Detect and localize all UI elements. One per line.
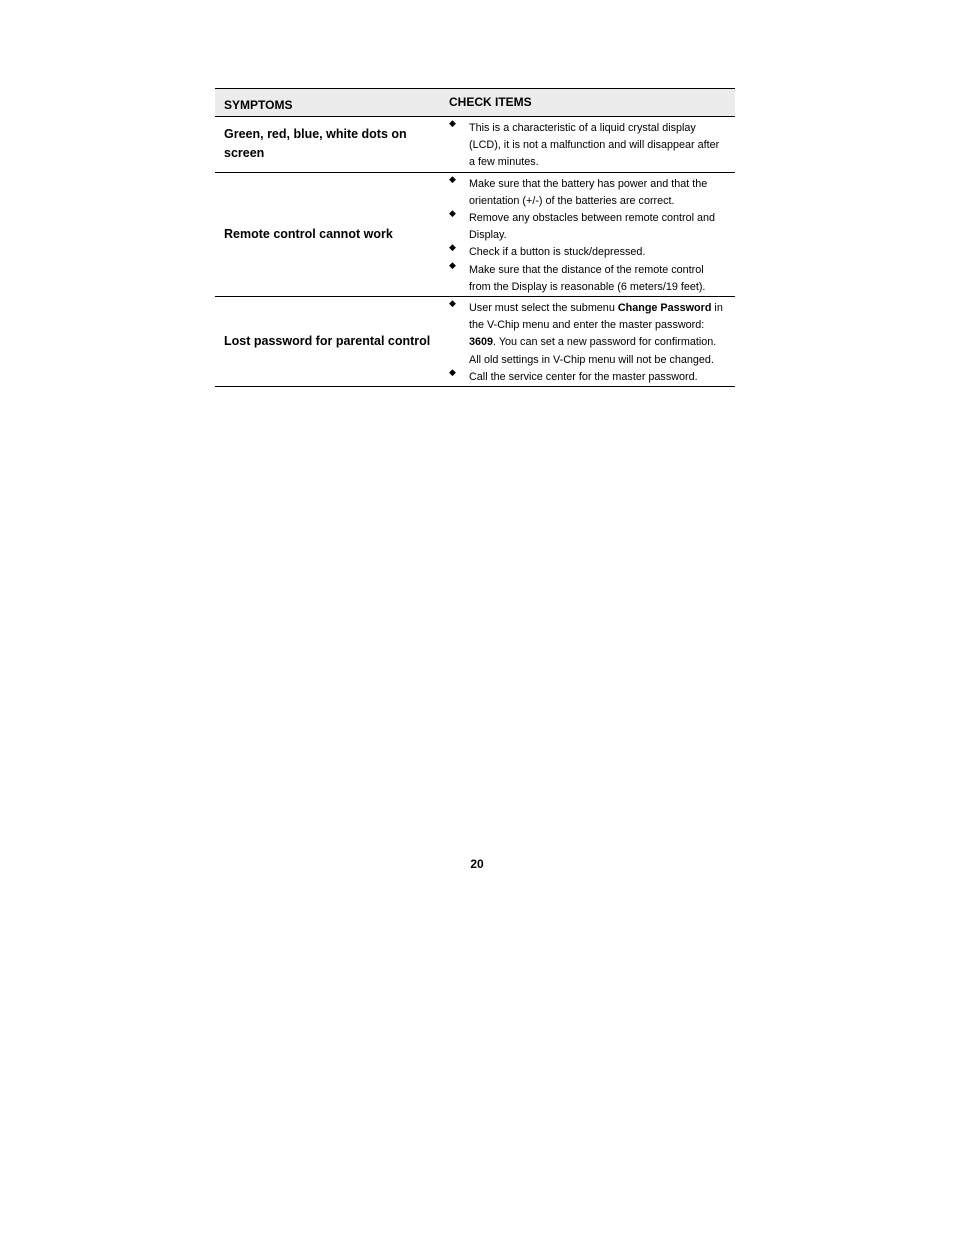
- diamond-bullet-icon: ◆: [449, 366, 456, 377]
- item-text-pre: User must select the submenu: [469, 302, 618, 315]
- item-text-post: . You can set a new password for confirmation. All old settings in V-Chip menu will not be changed.: [469, 336, 717, 366]
- list-item: [449, 173, 727, 210]
- check-items-list: [449, 173, 727, 296]
- check-items-list: [449, 120, 727, 172]
- header-symptoms: SYMPTOMS: [215, 89, 439, 117]
- master-password: 3609: [469, 336, 494, 349]
- diamond-bullet-icon: ◆: [449, 242, 456, 253]
- check-items-list: [449, 300, 727, 386]
- list-item: [449, 300, 727, 369]
- list-item: [449, 259, 727, 296]
- symptom-cell: Green, red, blue, white dots on screen: [215, 117, 439, 173]
- table-row: [215, 117, 735, 173]
- item-text: This is a characteristic of a liquid crystal display (LCD), it is not a malfunction and will disappear after a few minutes.: [469, 122, 720, 169]
- diamond-bullet-icon: ◆: [449, 173, 456, 184]
- header-check-items: CHECK ITEMS: [439, 89, 735, 117]
- list-item: [449, 244, 727, 261]
- symptom-cell: Lost password for parental control: [215, 297, 439, 387]
- item-text: Remove any obstacles between remote control and Display.: [469, 212, 716, 242]
- check-items-cell: [439, 172, 735, 296]
- list-item: [449, 120, 727, 172]
- diamond-bullet-icon: ◆: [449, 208, 456, 219]
- symptom-cell: Remote control cannot work: [215, 172, 439, 296]
- check-items-cell: [439, 117, 735, 173]
- troubleshooting-table: [215, 88, 735, 387]
- table-header-row: [215, 89, 735, 117]
- submenu-name: Change Password: [617, 302, 712, 315]
- list-item: [449, 366, 727, 386]
- item-text: Check if a button is stuck/depressed.: [469, 246, 646, 259]
- item-text: Call the service center for the master password.: [469, 370, 698, 383]
- diamond-bullet-icon: ◆: [449, 298, 456, 309]
- list-item: [449, 210, 727, 244]
- item-text: Make sure that the battery has power and that the orientation (+/-) of the batteries are correct.: [469, 177, 708, 207]
- item-text: Make sure that the distance of the remote control from the Display is reasonable (6 meters/19 feet).: [469, 263, 706, 293]
- table-row: [215, 172, 735, 296]
- table-row: [215, 297, 735, 387]
- page-number: 20: [470, 857, 484, 871]
- check-items-cell: [439, 297, 735, 387]
- diamond-bullet-icon: ◆: [449, 118, 456, 128]
- diamond-bullet-icon: ◆: [449, 259, 456, 270]
- item-text-mid: in the V-Chip menu and enter the master password:: [469, 302, 723, 332]
